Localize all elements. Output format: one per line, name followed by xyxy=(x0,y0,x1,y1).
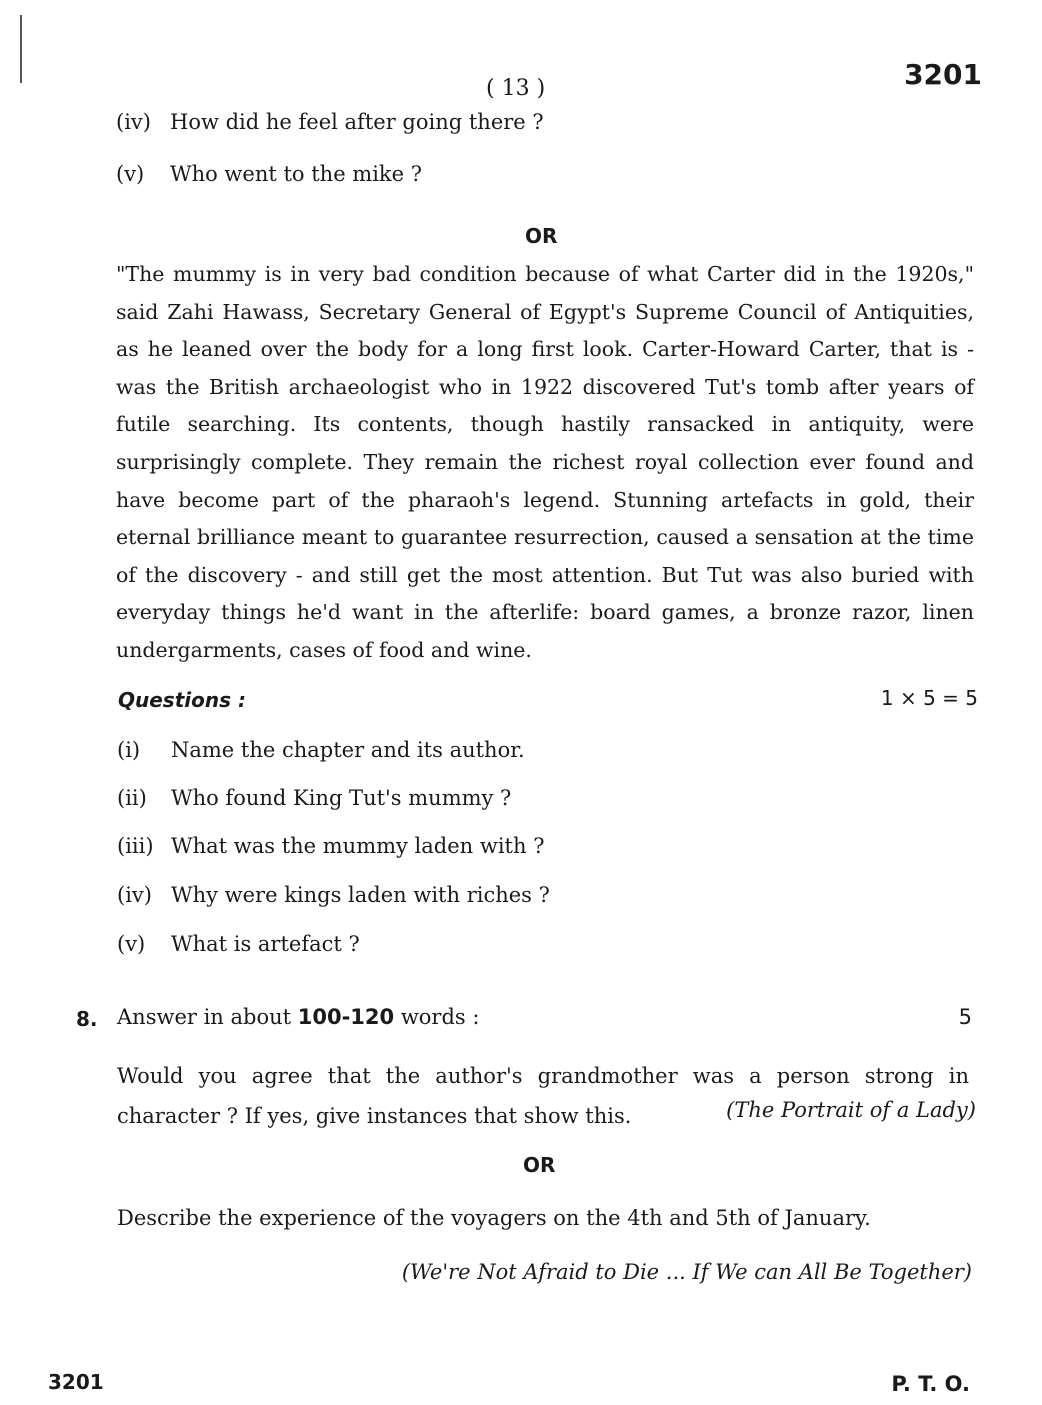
scan-edge-line xyxy=(20,15,22,83)
prev-question-iv: (iv) How did he feel after going there ? xyxy=(116,110,544,134)
footer-paper-code: 3201 xyxy=(48,1370,104,1394)
section-8-source-b: (We're Not Afraid to Die ... If We can All Be Together) xyxy=(401,1260,972,1284)
question-iii: (iii) What was the mummy laden with ? xyxy=(117,834,545,858)
prev-question-v: (v) Who went to the mike ? xyxy=(116,162,423,186)
section-8-question-a: Would you agree that the author's grandmother was a person strong in character ? If yes, give instances that show this. xyxy=(117,1064,969,1128)
section-8-question-b: Describe the experience of the voyagers on the 4th and 5th of January. xyxy=(117,1206,871,1230)
questions-heading: Questions : xyxy=(118,688,246,712)
question-i: (i) Name the chapter and its author. xyxy=(117,738,525,762)
or-divider-1: OR xyxy=(525,224,558,248)
page-number: ( 13 ) xyxy=(486,76,546,101)
question-ii: (ii) Who found King Tut's mummy ? xyxy=(117,786,512,810)
paper-code-top: 3201 xyxy=(904,58,982,91)
section-8-instruction: Answer in about 100-120 words : xyxy=(117,1005,480,1029)
or-divider-2: OR xyxy=(523,1153,556,1177)
section-8-marks: 5 xyxy=(958,1005,972,1029)
question-v: (v) What is artefact ? xyxy=(117,932,360,956)
section-8-source-a: (The Portrait of a Lady) xyxy=(726,1098,976,1122)
question-iv: (iv) Why were kings laden with riches ? xyxy=(117,883,550,907)
questions-marks: 1 × 5 = 5 xyxy=(880,686,978,710)
footer-pto: P. T. O. xyxy=(891,1372,970,1396)
reading-passage: "The mummy is in very bad condition because of what Carter did in the 1920s," said Zahi Hawass, Secretary General of Egypt's Supreme Council of Antiquities, as he leaned over the body for a long first look. Carter-Howard Carter, that is - was the British archaeologist who in 1922 discovered Tut's tomb after years of futile searching. Its contents, though hastily ransacked in antiquity, were surprisingly complete. They remain the richest royal collection ever found and have become part of the pharaoh's legend. Stunning artefacts in gold, their eternal brilliance meant to guarantee resurrection, caused a sensation at the time of the discovery - and still get the most attention. But Tut was also buried with everyday things he'd want in the afterlife: board games, a bronze razor, linen undergarments, cases of food and wine. xyxy=(116,262,974,662)
section-8-number: 8. xyxy=(76,1007,98,1031)
